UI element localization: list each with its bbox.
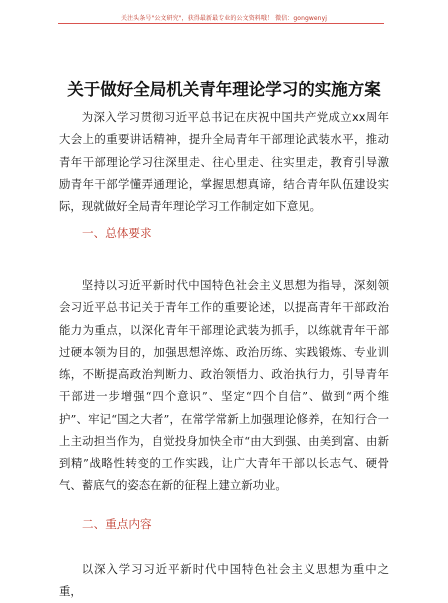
intro-text-after: 周年大会上的重要讲话精神，提升全局青年干部理论武装水平，推动青年干部理论学习往深里走、往心里走、往实里走，教育引导激励青年干部学懂弄通理论，掌握思想真谛，结合青年队伍建设实际，现就做好全局青年理论学习工作制定如下意见。 xyxy=(59,110,389,213)
document-title: 关于做好全局机关青年理论学习的实施方案 xyxy=(67,80,381,99)
intro-text-before: 为深入学习贯彻习近平总书记在庆祝中国共产党成立 xyxy=(81,110,352,124)
section-heading-general-requirements: 一、总体要求 xyxy=(82,226,152,240)
section-heading-key-content: 二、重点内容 xyxy=(82,517,152,531)
intro-paragraph xyxy=(59,106,389,217)
header-note: 关注头条号"公文研究"，获得最新最专业的公文资料哦！ 微信：gongwenyj xyxy=(120,15,328,22)
section-paragraph-key-content: 以深入学习习近平新时代中国特色社会主义思想为重中之重， xyxy=(59,562,389,599)
section-paragraph-general-requirements: 坚持以习近平新时代中国特色社会主义思想为指导，深刻领会习近平总书记关于青年工作的重要论述，以提高青年干部政治能力为重点，以深化青年干部理论武装为抓手，以练就青年干部过硬本领为目的，加强思想淬炼、政治历练、实践锻炼、专业训练，不断提高政治判断力、政治领悟力、政治执行力，引导青年干部进一步增强“四个意识”、坚定“四个自信”、做到“两个维护”、牢记“国之大者”，在常学常新上加强理论修养，在知行合一上主动担当作为，自觉投身加快全市“由大到强、由美到富、由新到精”战略性转变的工作实践，让广大青年干部以长志气、硬骨气、蓄底气的姿态在新的征程上建立新功业。 xyxy=(59,278,389,493)
header-divider xyxy=(58,23,384,24)
intro-highlight: xx xyxy=(352,110,366,124)
